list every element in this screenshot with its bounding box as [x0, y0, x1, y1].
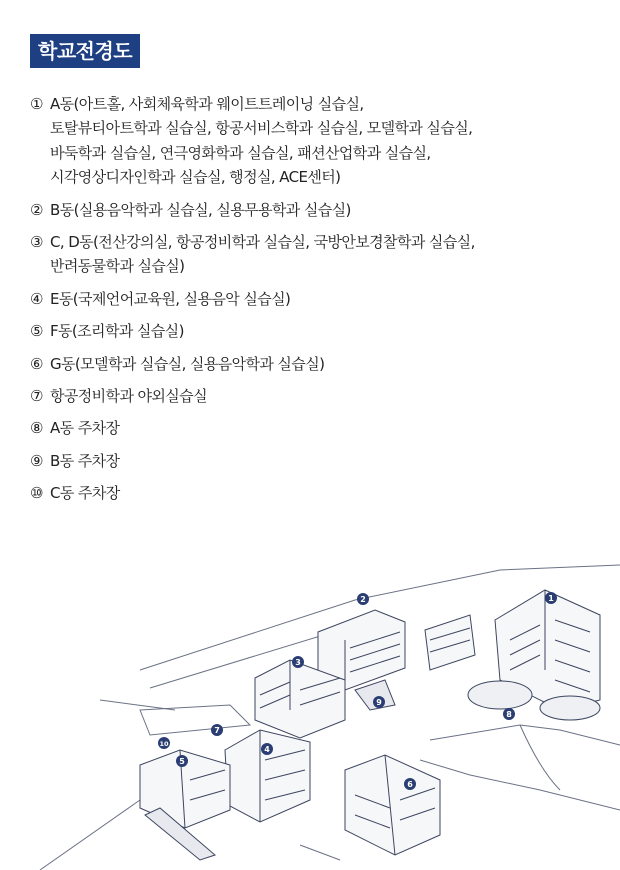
legend-item	[30, 352, 610, 376]
building-legend	[30, 92, 610, 514]
road-lower	[40, 765, 150, 870]
legend-number: ①	[30, 95, 43, 113]
legend-number: ⑥	[30, 354, 43, 373]
map-marker-label: 10	[159, 740, 169, 748]
building-g	[345, 755, 440, 855]
legend-text: 바둑학과 실습실, 연극영화학과 실습실, 패션산업학과 실습실,	[50, 143, 431, 162]
legend-number: ⑤	[30, 322, 43, 341]
legend-text: G동(모델학과 실습실, 실용음악학과 실습실)	[50, 354, 325, 373]
legend-text: E동(국제언어교육원, 실용음악 실습실)	[50, 289, 291, 308]
map-marker-label: 9	[376, 698, 382, 707]
map-marker-label: 2	[360, 595, 366, 604]
legend-text: 반려동물학과 실습실)	[50, 257, 185, 276]
legend-text: 토탈뷰티아트학과 실습실, 항공서비스학과 실습실, 모델학과 실습실,	[50, 119, 473, 138]
map-marker-label: 5	[179, 757, 185, 766]
legend-text: C, D동(전산강의실, 항공정비학과 실습실, 국방안보경찰학과 실습실,	[50, 233, 475, 252]
legend-text: A동 주차장	[50, 419, 120, 438]
legend-number: ②	[30, 200, 43, 219]
legend-number: ⑦	[30, 387, 43, 406]
legend-number: ⑨	[30, 451, 43, 470]
map-marker-label: 1	[548, 594, 554, 603]
legend-text: F동(조리학과 실습실)	[50, 322, 184, 341]
legend-item	[30, 230, 610, 279]
legend-item	[30, 449, 610, 473]
legend-text: B동(실용음악학과 실습실, 실용무용학과 실습실)	[50, 200, 351, 219]
legend-item	[30, 198, 610, 222]
campus-map	[0, 560, 620, 870]
legend-item	[30, 481, 610, 505]
road-bottom	[300, 845, 340, 860]
map-marker-label: 7	[214, 726, 220, 735]
road-right-curve	[520, 725, 560, 790]
legend-number: ④	[30, 289, 43, 308]
legend-text: 항공정비학과 야외실습실	[50, 387, 207, 406]
building-b	[318, 610, 475, 690]
legend-number: ③	[30, 233, 43, 252]
road-left-loop	[100, 700, 175, 710]
legend-number: ⑧	[30, 419, 43, 438]
building-a	[468, 590, 600, 720]
page-title: 학교전경도	[30, 34, 140, 68]
legend-number: ⑩	[30, 484, 43, 503]
building-f	[140, 750, 230, 860]
legend-text: B동 주차장	[50, 451, 120, 470]
map-marker-label: 8	[506, 710, 512, 719]
legend-item	[30, 384, 610, 408]
legend-item	[30, 319, 610, 343]
legend-item	[30, 287, 610, 311]
legend-text: C동 주차장	[50, 484, 120, 503]
plaza-outline	[140, 705, 250, 735]
legend-text: A동(아트홀, 사회체육학과 웨이트트레이닝 실습실,	[50, 95, 364, 113]
legend-text: 시각영상디자인학과 실습실, 행정실, ACE센터)	[50, 168, 341, 187]
map-marker-label: 3	[295, 658, 301, 667]
map-marker-label: 6	[407, 780, 413, 789]
road-right-lower	[420, 760, 620, 810]
legend-item	[30, 416, 610, 440]
map-marker-label: 4	[264, 745, 270, 754]
legend-item	[30, 92, 610, 190]
